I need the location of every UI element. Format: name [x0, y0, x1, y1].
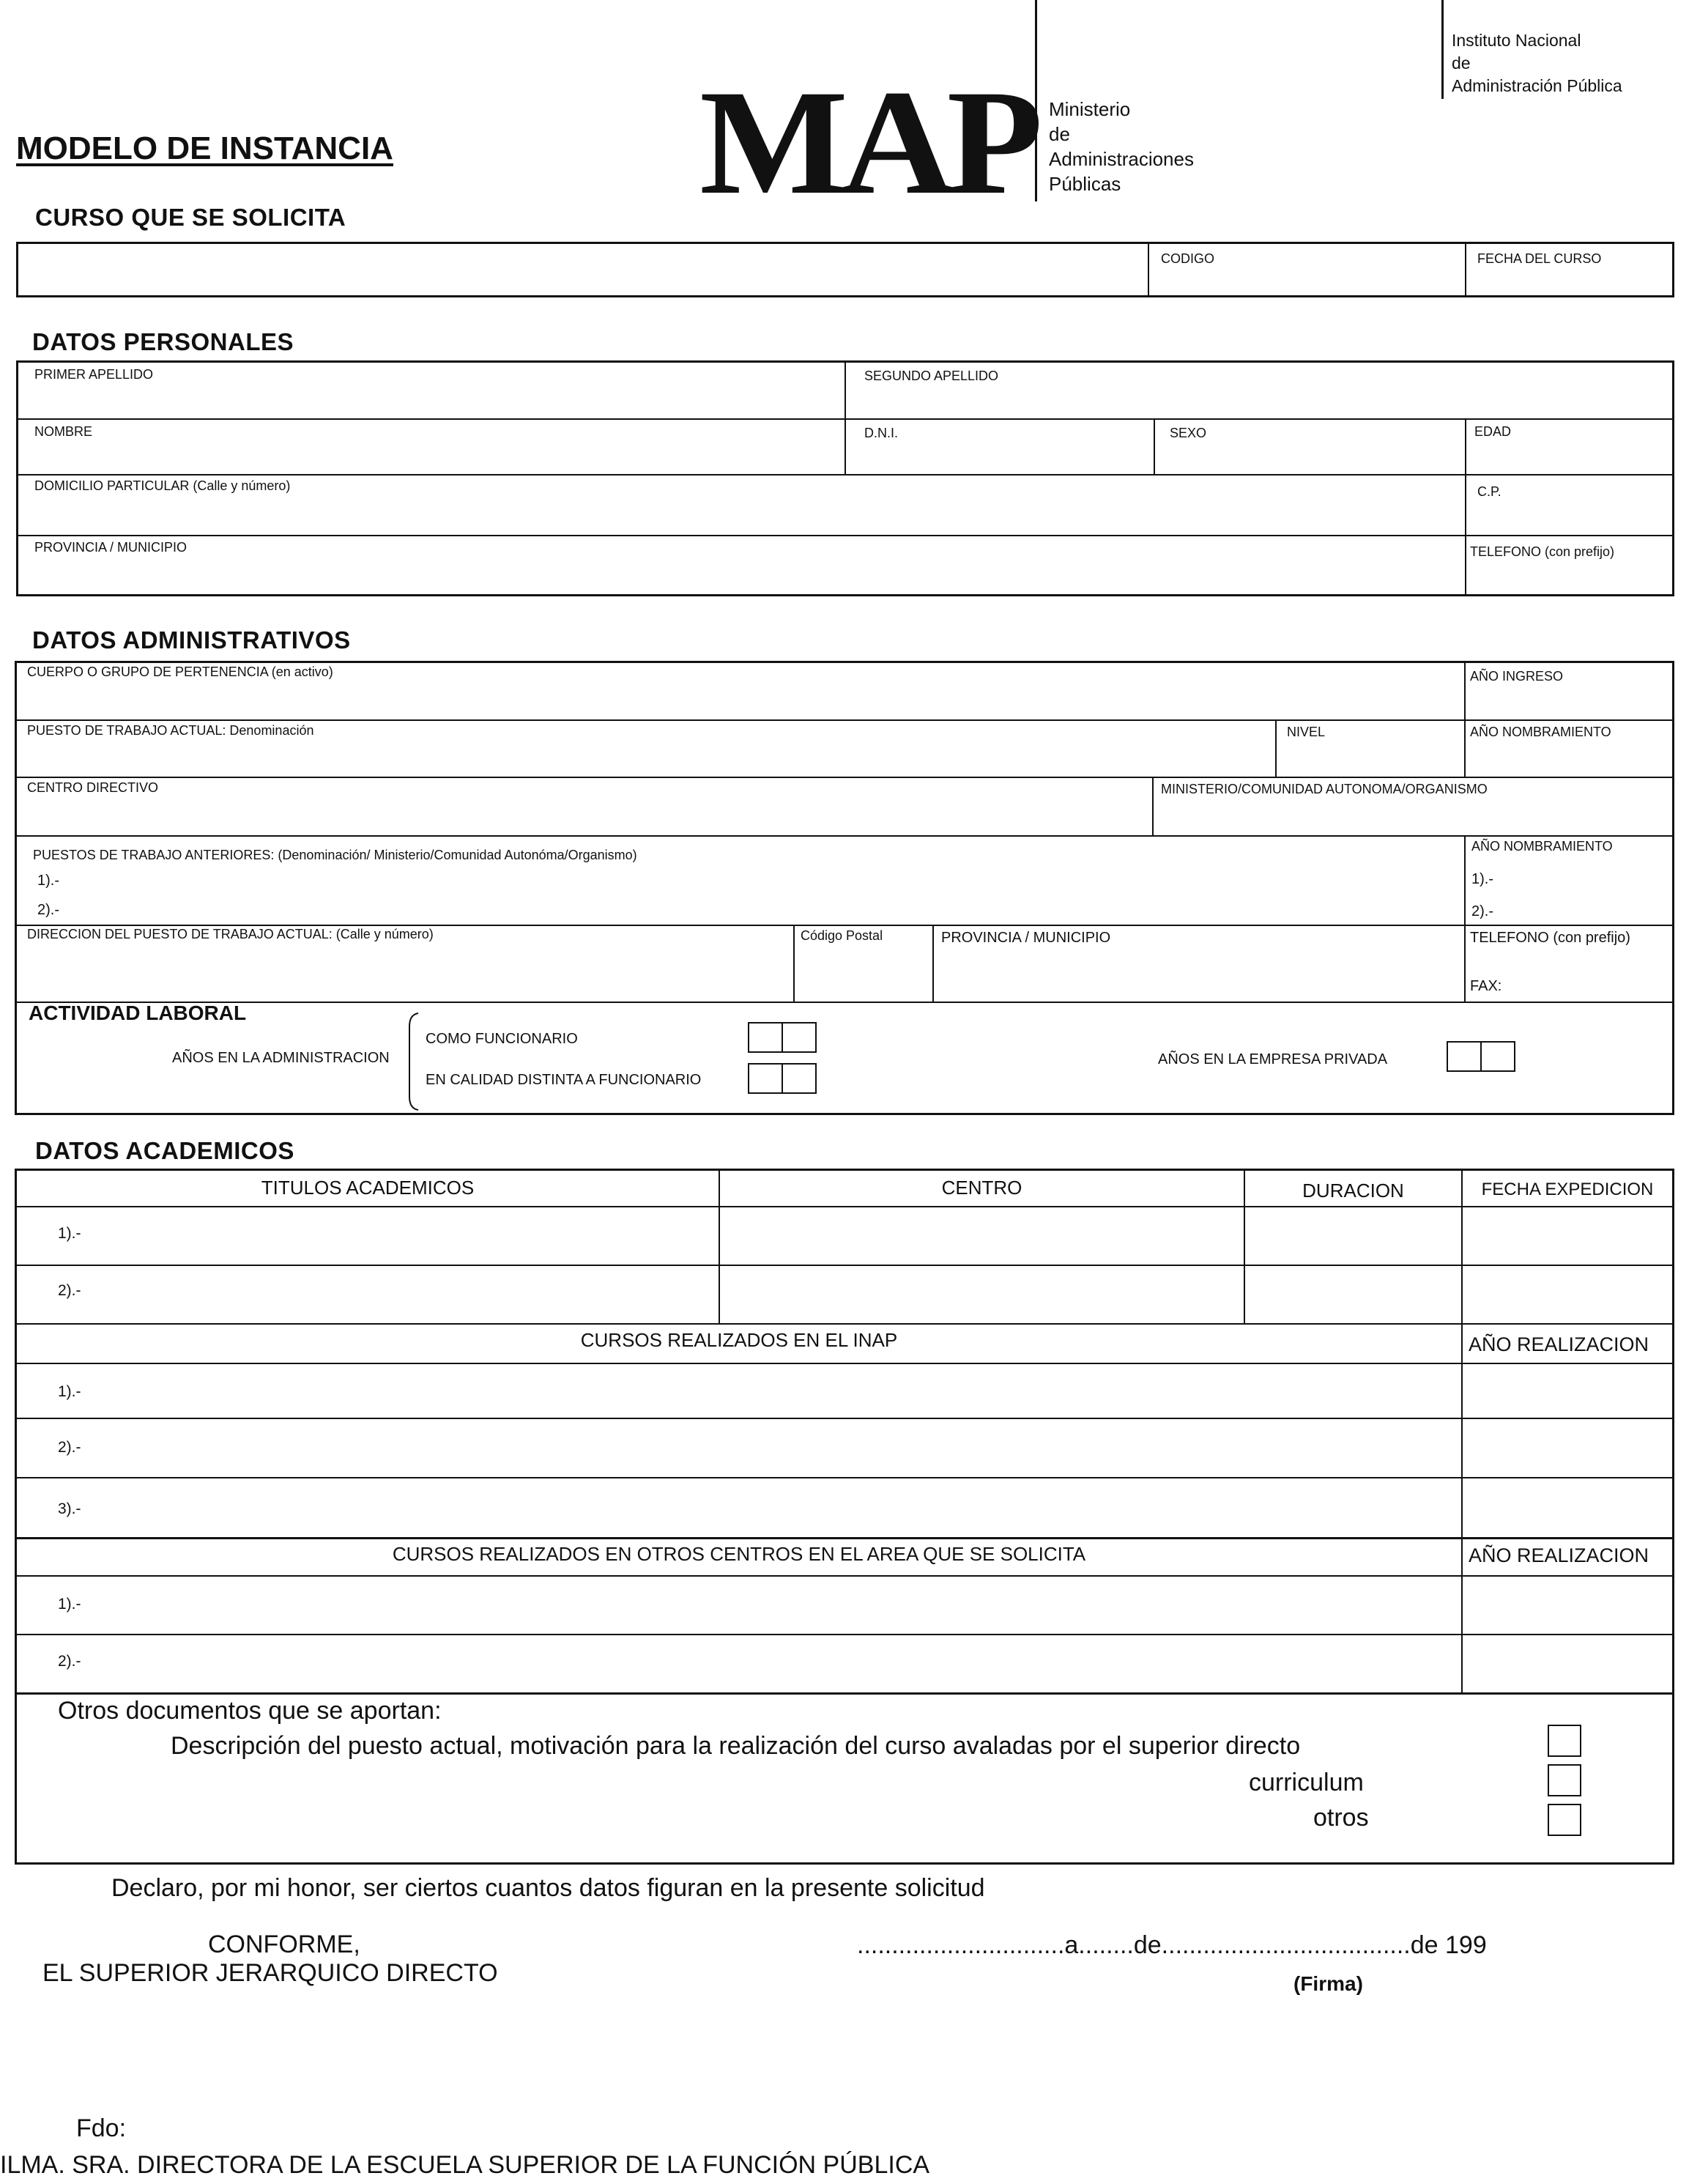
ministerio-input[interactable] — [1154, 778, 1672, 834]
anio-nombramiento-input[interactable] — [1466, 721, 1672, 776]
centro-directivo-input[interactable] — [17, 778, 1151, 834]
nivel-input[interactable] — [1277, 721, 1463, 776]
administrativos-section-title: DATOS ADMINISTRATIVOS — [32, 626, 351, 654]
superior-text: EL SUPERIOR JERARQUICO DIRECTO — [42, 1959, 498, 1987]
row-divider — [17, 835, 1672, 837]
digit-divider — [782, 1065, 783, 1092]
codigo-postal-label: Código Postal — [801, 928, 883, 943]
centro-1-input[interactable] — [720, 1207, 1242, 1264]
codigo-label: CODIGO — [1161, 251, 1215, 266]
curriculum-checkbox[interactable] — [1548, 1764, 1581, 1796]
titulo-row-label: 1).- — [58, 1225, 81, 1242]
digit-divider — [782, 1023, 783, 1051]
academicos-box — [15, 1169, 1674, 1865]
ministry-line: de — [1049, 123, 1070, 145]
codigo-postal-input[interactable] — [795, 926, 931, 1001]
divider — [1148, 244, 1149, 295]
anio-nombramiento-label: AÑO NOMBRAMIENTO — [1470, 725, 1611, 739]
curriculum-label: curriculum — [1249, 1769, 1364, 1796]
primer-apellido-input[interactable] — [18, 363, 843, 418]
provincia-admin-input[interactable] — [934, 926, 1463, 1001]
anio-ingreso-label: AÑO INGRESO — [1470, 669, 1564, 684]
centro-2-input[interactable] — [720, 1266, 1242, 1322]
conforme-text: CONFORME, — [208, 1931, 360, 1958]
institute-line: de — [1452, 53, 1471, 73]
fax-input[interactable] — [1466, 963, 1672, 1001]
duracion-1-input[interactable] — [1245, 1207, 1460, 1264]
como-funcionario-label: COMO FUNCIONARIO — [426, 1031, 578, 1047]
anterior-1-label: 1).- — [37, 873, 59, 889]
ministry-line: Ministerio — [1049, 98, 1131, 120]
fecha-expedicion-header: FECHA EXPEDICION — [1481, 1180, 1654, 1199]
institute-divider — [1441, 0, 1444, 99]
fax-label: FAX: — [1470, 978, 1502, 994]
bracket — [407, 1012, 421, 1111]
provincia-label: PROVINCIA / MUNICIPIO — [34, 540, 188, 555]
empresa-privada-label: AÑOS EN LA EMPRESA PRIVADA — [1158, 1051, 1388, 1067]
nombre-label: NOMBRE — [34, 424, 93, 439]
telefono-label: TELEFONO (con prefijo) — [1470, 544, 1615, 559]
cuerpo-input[interactable] — [17, 663, 1463, 719]
fecha-curso-input[interactable] — [1467, 244, 1672, 295]
administrativos-box — [15, 661, 1674, 1115]
inap-2-input[interactable] — [17, 1419, 1460, 1476]
segundo-apellido-input[interactable] — [846, 363, 1672, 418]
centro-header: CENTRO — [941, 1177, 1022, 1199]
institute-line: Administración Pública — [1452, 76, 1622, 95]
anterior-2-label: 2).- — [37, 902, 59, 918]
ministerio-label: MINISTERIO/COMUNIDAD AUTONOMA/ORGANISMO — [1161, 782, 1488, 796]
divider — [1465, 244, 1466, 295]
primer-apellido-label: PRIMER APELLIDO — [34, 367, 154, 382]
otros-2-input[interactable] — [17, 1635, 1460, 1692]
inap-3-year-input[interactable] — [1463, 1478, 1672, 1536]
actividad-title: ACTIVIDAD LABORAL — [29, 1002, 247, 1024]
anterior-2-input[interactable] — [68, 896, 1460, 924]
ministry-line: Administraciones — [1049, 148, 1194, 170]
inap-year-header: AÑO REALIZACION — [1469, 1333, 1649, 1355]
codigo-input[interactable] — [1150, 244, 1463, 295]
institute-name — [1452, 29, 1622, 97]
ministry-line: Públicas — [1049, 173, 1121, 195]
duracion-2-input[interactable] — [1245, 1266, 1460, 1322]
segundo-apellido-label: SEGUNDO APELLIDO — [864, 369, 999, 383]
anio-ingreso-input[interactable] — [1466, 663, 1672, 719]
distinta-label: EN CALIDAD DISTINTA A FUNCIONARIO — [426, 1072, 702, 1088]
fecha-expedicion-2-input[interactable] — [1463, 1266, 1672, 1322]
row-divider — [17, 1692, 1672, 1695]
logo-divider — [1035, 0, 1037, 201]
sexo-input[interactable] — [1155, 420, 1463, 473]
edad-input[interactable] — [1466, 420, 1672, 473]
cp-label: C.P. — [1477, 484, 1501, 499]
anio-2-input[interactable] — [1504, 896, 1669, 924]
duracion-header: DURACION — [1302, 1180, 1404, 1202]
dni-label: D.N.I. — [864, 426, 899, 440]
declaracion-text: Declaro, por mi honor, ser ciertos cuantos datos figuran en la presente solicitud — [111, 1874, 985, 1902]
centro-directivo-label: CENTRO DIRECTIVO — [27, 780, 159, 795]
sexo-label: SEXO — [1170, 426, 1207, 440]
direccion-label: DIRECCION DEL PUESTO DE TRABAJO ACTUAL: (Calle y número) — [27, 927, 434, 941]
otros-row-label: 2).- — [58, 1653, 81, 1670]
anterior-1-input[interactable] — [68, 868, 1460, 895]
inap-1-year-input[interactable] — [1463, 1364, 1672, 1417]
inap-3-input[interactable] — [17, 1478, 1460, 1536]
puesto-actual-label: PUESTO DE TRABAJO ACTUAL: Denominación — [27, 723, 314, 738]
fecha-curso-label: FECHA DEL CURSO — [1477, 251, 1602, 266]
personales-section-title: DATOS PERSONALES — [32, 328, 294, 355]
distinta-box[interactable] — [748, 1063, 817, 1094]
destinatario-text: ILMA. SRA. DIRECTORA DE LA ESCUELA SUPERIOR DE LA FUNCIÓN PÚBLICA — [0, 2151, 930, 2179]
edad-label: EDAD — [1474, 424, 1512, 439]
firma-label: (Firma) — [1293, 1972, 1363, 1995]
como-funcionario-box[interactable] — [748, 1022, 817, 1053]
otros-1-year-input[interactable] — [1463, 1577, 1672, 1633]
inap-2-year-input[interactable] — [1463, 1419, 1672, 1476]
documentos-title: Otros documentos que se aportan: — [58, 1697, 442, 1725]
otros-docs-label: otros — [1313, 1804, 1369, 1832]
puestos-anteriores-label: PUESTOS DE TRABAJO ANTERIORES: (Denominación/ Ministerio/Comunidad Autonóma/Organismo) — [33, 848, 637, 862]
puesto-actual-input[interactable] — [17, 721, 1274, 776]
fdo-label: Fdo: — [76, 2114, 127, 2142]
nivel-label: NIVEL — [1287, 725, 1326, 739]
row-divider — [17, 1537, 1672, 1539]
ministry-name — [1049, 97, 1194, 196]
inap-row-label: 1).- — [58, 1383, 81, 1400]
row-divider — [17, 1002, 1672, 1003]
curso-section-title: CURSO QUE SE SOLICITA — [35, 204, 346, 231]
domicilio-label: DOMICILIO PARTICULAR (Calle y número) — [34, 478, 291, 493]
anio-nombramiento-2-label: AÑO NOMBRAMIENTO — [1471, 839, 1613, 854]
titulo-2-input[interactable] — [17, 1266, 717, 1322]
curso-box — [16, 242, 1674, 297]
inap-1-input[interactable] — [17, 1364, 1460, 1417]
domicilio-input[interactable] — [18, 475, 1463, 534]
nombre-input[interactable] — [18, 420, 843, 473]
inap-header: CURSOS REALIZADOS EN EL INAP — [580, 1329, 898, 1351]
anio-2-label: 2).- — [1471, 903, 1493, 919]
telefono-admin-label: TELEFONO (con prefijo) — [1470, 930, 1630, 946]
otros-1-input[interactable] — [17, 1577, 1460, 1633]
map-logo: MAP — [699, 59, 1036, 226]
page-title: MODELO DE INSTANCIA — [16, 130, 393, 166]
curso-input[interactable] — [18, 244, 1146, 295]
anio-1-label: 1).- — [1471, 871, 1493, 887]
inap-row-label: 2).- — [58, 1439, 81, 1456]
academicos-section-title: DATOS ACADEMICOS — [35, 1137, 294, 1164]
provincia-input[interactable] — [18, 536, 1463, 594]
otros-year-header: AÑO REALIZACION — [1469, 1544, 1649, 1566]
institute-line: Instituto Nacional — [1452, 31, 1581, 50]
titulos-header: TITULOS ACADEMICOS — [261, 1177, 475, 1199]
anios-admin-label: AÑOS EN LA ADMINISTRACION — [172, 1050, 390, 1066]
fecha-expedicion-1-input[interactable] — [1463, 1207, 1672, 1264]
telefono-admin-input[interactable] — [1466, 926, 1672, 963]
descripcion-checkbox[interactable] — [1548, 1725, 1581, 1757]
digit-divider — [1480, 1043, 1482, 1070]
inap-row-label: 3).- — [58, 1500, 81, 1517]
row-divider — [17, 1323, 1672, 1325]
fecha-linea[interactable]: ..............................a........de....................................de 199 — [857, 1931, 1487, 1959]
direccion-input[interactable] — [17, 926, 792, 1001]
personales-box — [16, 360, 1674, 596]
cuerpo-label: CUERPO O GRUPO DE PERTENENCIA (en activo) — [27, 665, 333, 679]
titulo-1-input[interactable] — [17, 1207, 717, 1264]
titulo-row-label: 2).- — [58, 1282, 81, 1299]
telefono-input[interactable] — [1466, 536, 1672, 594]
otros-checkbox[interactable] — [1548, 1804, 1581, 1836]
provincia-admin-label: PROVINCIA / MUNICIPIO — [941, 930, 1111, 946]
fdo-input[interactable] — [132, 2110, 791, 2142]
dni-input[interactable] — [846, 420, 1152, 473]
otros-2-year-input[interactable] — [1463, 1635, 1672, 1692]
otros-header: CURSOS REALIZADOS EN OTROS CENTROS EN EL AREA QUE SE SOLICITA — [392, 1543, 1086, 1565]
empresa-privada-box[interactable] — [1447, 1041, 1515, 1072]
otros-row-label: 1).- — [58, 1596, 81, 1613]
anio-1-input[interactable] — [1504, 867, 1669, 895]
cp-input[interactable] — [1466, 475, 1672, 534]
descripcion-label: Descripción del puesto actual, motivación para la realización del curso avaladas por el superior directo — [171, 1732, 1301, 1760]
